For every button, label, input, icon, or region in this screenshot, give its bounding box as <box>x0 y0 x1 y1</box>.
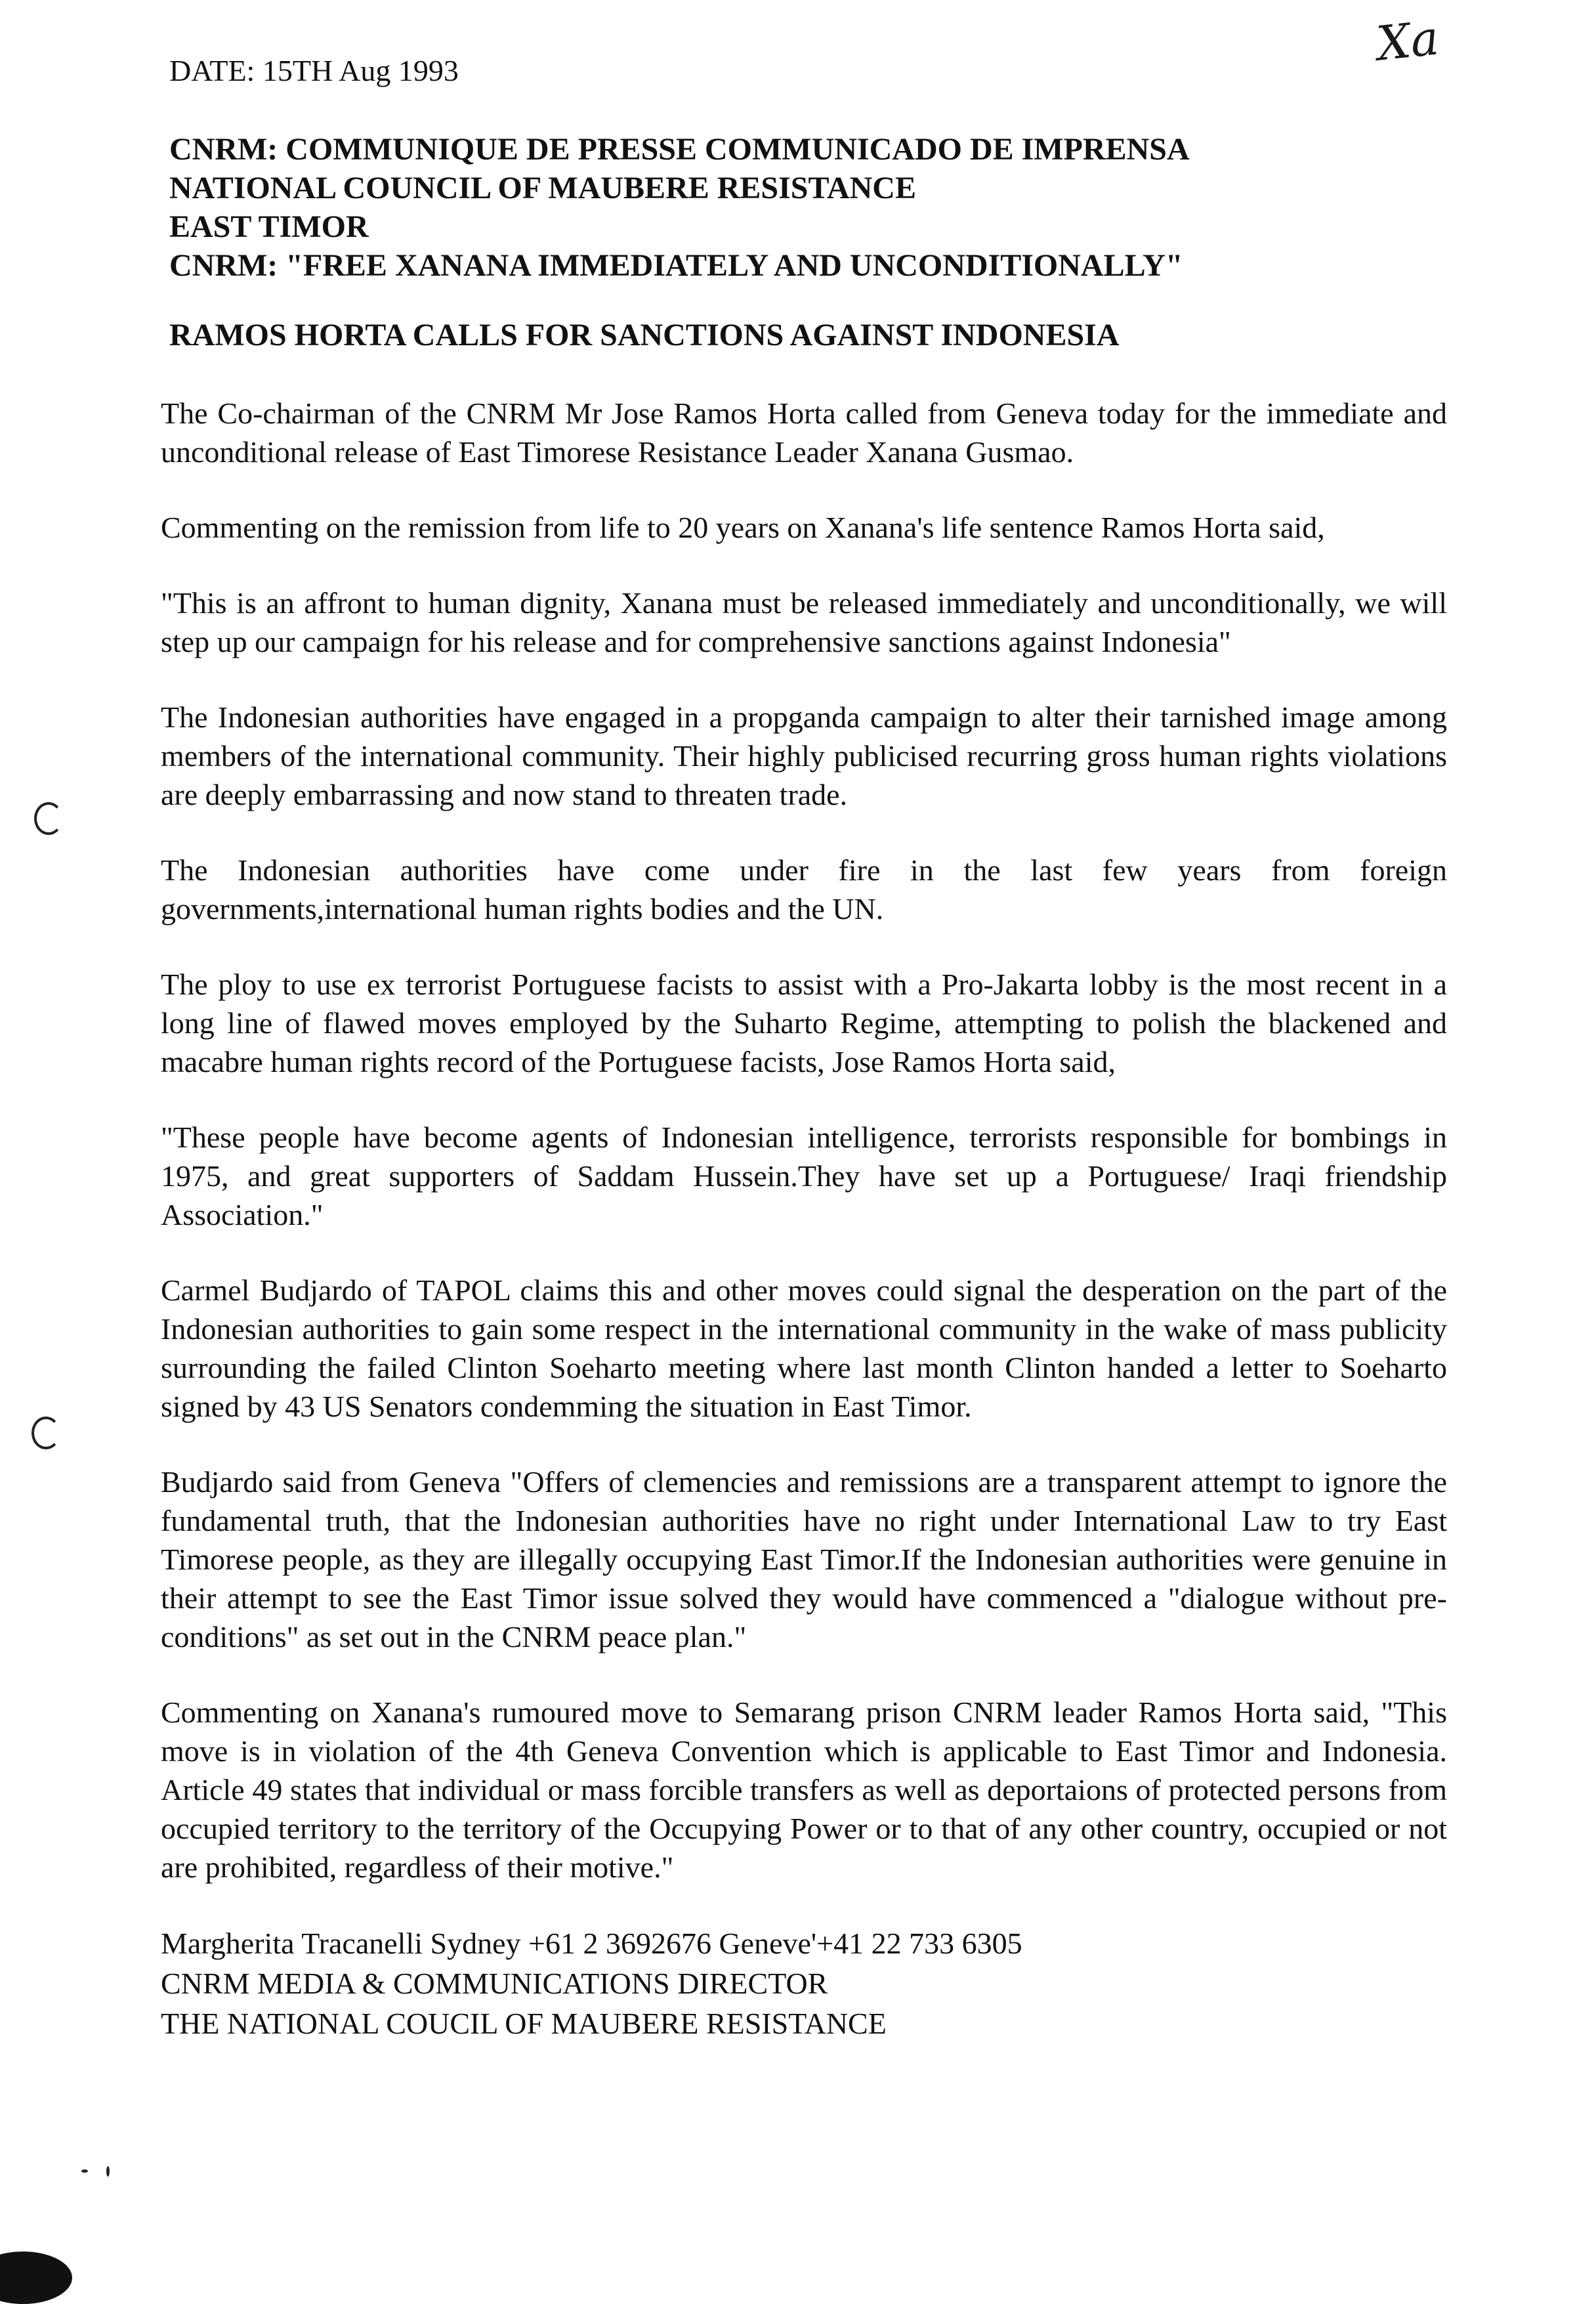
paragraph: The Co-chairman of the CNRM Mr Jose Ramos Horta called from Geneva today for the immediate and unconditional release of East Timorese Resistance Leader Xanana Gusmao. <box>161 396 1447 469</box>
handwritten-annotation: Xa <box>1374 10 1442 72</box>
header-line-communique: CNRM: COMMUNIQUE DE PRESSE COMMUNICADO DE IMPRENSA <box>169 132 1190 167</box>
header-line-location: EAST TIMOR <box>169 209 369 244</box>
paragraph: Carmel Budjardo of TAPOL claims this and other moves could signal the desperation on the part of the Indonesian authorities to gain some respect in the international community in the wake of mass publicity surrounding the failed Clinton Soeharto meeting where last month Clinton handed a letter to Soeharto signed by 43 US Senators condemming the situation in East Timor. <box>161 1273 1447 1423</box>
paragraph: "These people have become agents of Indonesian intelligence, terrorists responsible for bombings in 1975, and great supporters of Saddam Hussein.They have set up a Portuguese/ Iraqi friendship Association." <box>161 1120 1447 1231</box>
signature-contact: Margherita Tracanelli Sydney +61 2 3692676 Geneve'+41 22 733 6305 <box>161 1927 1022 1960</box>
signature-organization: THE NATIONAL COUCIL OF MAUBERE RESISTANCE <box>161 2007 887 2040</box>
scan-speck <box>81 2169 88 2173</box>
signature-block <box>161 1923 1022 2043</box>
paragraph: "This is an affront to human dignity, Xanana must be released immediately and unconditionally, we will step up our campaign for his release and for comprehensive sanctions against Indonesia" <box>161 586 1447 658</box>
paragraph: The Indonesian authorities have engaged in a propganda campaign to alter their tarnished image among members of the international community. Their highly publicised recurring gross human rights violations are deeply embarrassing and now stand to threaten trade. <box>161 700 1447 811</box>
header-line-council: NATIONAL COUNCIL OF MAUBERE RESISTANCE <box>169 171 916 205</box>
scan-speck <box>106 2166 110 2177</box>
document-header <box>169 130 1190 285</box>
paragraph: Commenting on the remission from life to 20 years on Xanana's life sentence Ramos Horta said, <box>161 511 1325 544</box>
headline: RAMOS HORTA CALLS FOR SANCTIONS AGAINST INDONESIA <box>169 318 1120 352</box>
document-date: DATE: 15TH Aug 1993 <box>169 54 459 87</box>
paragraph: Commenting on Xanana's rumoured move to Semarang prison CNRM leader Ramos Horta said, "This move is in violation of the 4th Geneva Convention which is applicable to East Timor and Indonesia. Article 49 states that individual or mass forcible transfers as well as deportaions of protected persons from occupied territory to the territory of the Occupying Power or to that of any other country, occupied or not are prohibited, regardless of their motive." <box>161 1696 1447 1884</box>
signature-title: CNRM MEDIA & COMMUNICATIONS DIRECTOR <box>161 1967 828 2000</box>
scan-corner-shadow <box>0 2251 72 2304</box>
paragraph: Budjardo said from Geneva "Offers of clemencies and remissions are a transparent attempt to ignore the fundamental truth, that the Indonesian authorities have no right under International Law to try East Timorese people, as they are illegally occupying East Timor.If the Indonesian authorities were genuine in their attempt to see the East Timor issue solved they would have commenced a "dialogue without pre-conditions" as set out in the CNRM peace plan." <box>161 1465 1447 1653</box>
header-line-slogan: CNRM: "FREE XANANA IMMEDIATELY AND UNCONDITIONALLY" <box>169 248 1183 283</box>
body-text <box>161 394 1447 1887</box>
paragraph: The Indonesian authorities have come under fire in the last few years from foreign governments,international human rights bodies and the UN. <box>161 853 1447 926</box>
punch-hole-mark <box>34 802 63 835</box>
paragraph: The ploy to use ex terrorist Portuguese facists to assist with a Pro-Jakarta lobby is the most recent in a long line of flawed moves employed by the Suharto Regime, attempting to polish the blackened and macabre human rights record of the Portuguese facists, Jose Ramos Horta said, <box>161 968 1447 1078</box>
punch-hole-mark <box>32 1417 60 1449</box>
